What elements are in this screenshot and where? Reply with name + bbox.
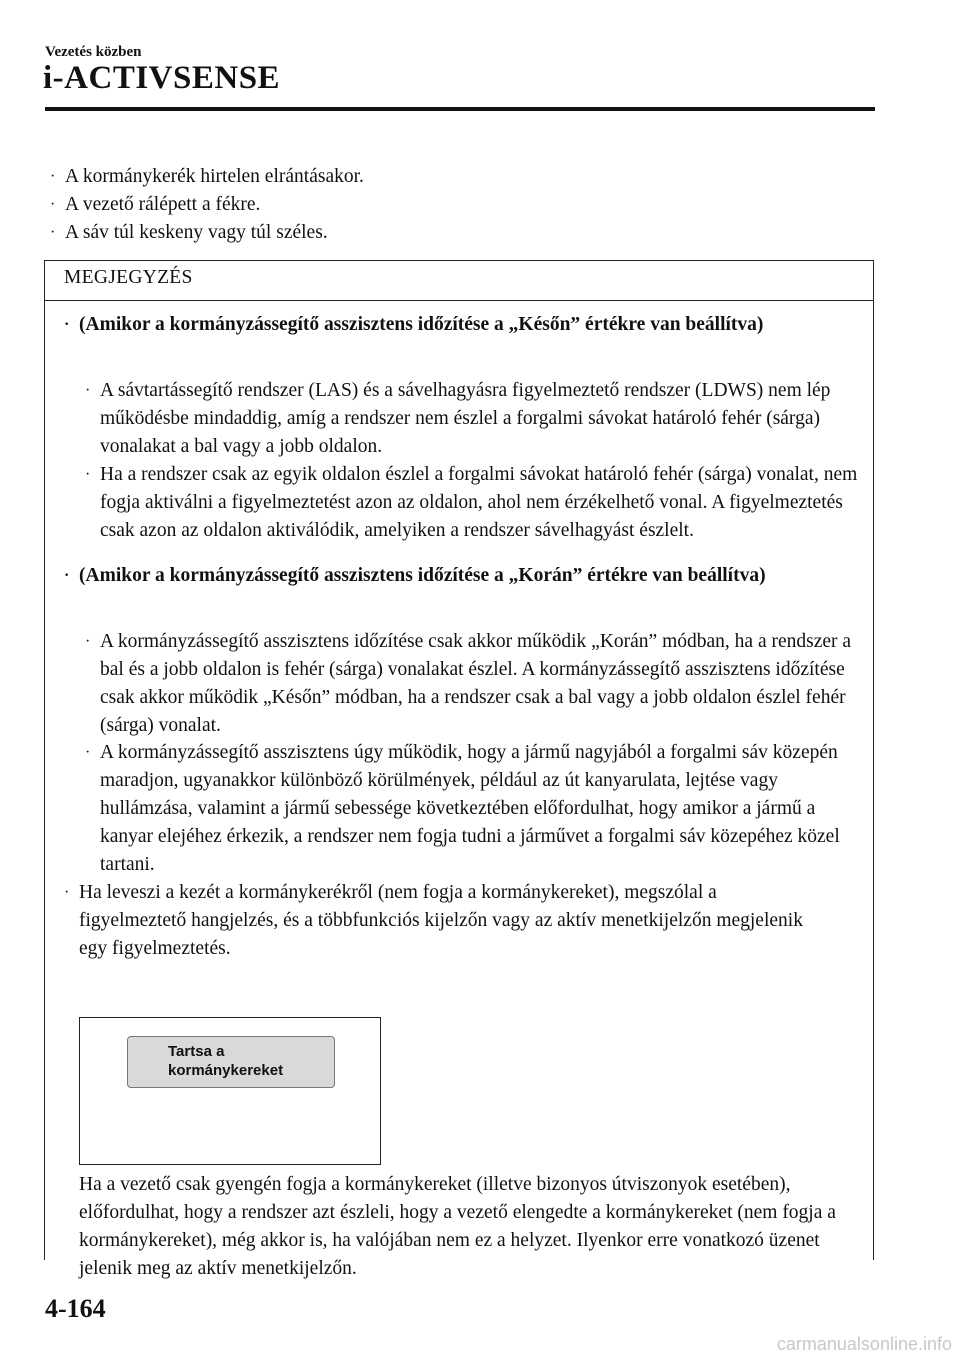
note-box <box>44 260 874 1279</box>
list-item: · A kormánykerék hirtelen elrántásakor. <box>50 163 850 191</box>
bullet-icon: · <box>50 168 56 185</box>
chapter-title: i-ACTIVSENSE <box>43 60 281 96</box>
page-number: 4-164 <box>45 1294 106 1323</box>
list-item: · Ha a rendszer csak az egyik oldalon észlel a forgalmi sávokat határoló fehér (sárga) vonalat, nem fogja aktiválni a figyelmeztetést azon az oldalon, ahol nem érzékelhető vonal. A figyelmeztetés csak azon az oldalon aktiválódik, amelyiken a rendszer sávelhagyást észlelt. <box>100 461 870 545</box>
section-label: Vezetés közben <box>45 44 142 60</box>
header-rule <box>45 107 875 111</box>
bullet-icon: · <box>85 633 91 650</box>
warning-message-line: Tartsa a <box>168 1043 225 1060</box>
bullet-icon: · <box>64 567 70 584</box>
list-item: · A vezető rálépett a fékre. <box>50 191 850 219</box>
list-item: · Ha leveszi a kezét a kormánykerékről (nem fogja a kormánykereket), megszólal a figyelmeztető hangjelzés, és a többfunkciós kijelzőn vagy az aktív menetkijelzőn megjelenik egy figyelmeztetés. <box>79 879 824 963</box>
bullet-icon: · <box>85 744 91 761</box>
warning-message-line: kormánykereket <box>168 1062 284 1079</box>
bullet-icon: · <box>64 884 70 901</box>
closing-paragraph: Ha a vezető csak gyengén fogja a kormánykereket (illetve bizonyos útviszonyok esetében), előfordulhat, hogy a rendszer azt észleli, hogy a vezető elengedte a kormánykereket (nem fogja a kormánykereket), még akkor is, ha valójában nem ez a helyzet. Ilyenkor erre vonatkozó üzenet jelenik meg az aktív menetkijelzőn. <box>79 1174 836 1279</box>
display-illustration <box>79 1017 381 1165</box>
list-item: · A kormányzássegítő asszisztens időzítése csak akkor működik „Korán” módban, ha a rendszer a bal és a jobb oldalon is fehér (sárga) vonalakat észlel. A kormányzássegítő asszisztens időzítése csak akkor működik „Későn” módban, ha a rendszer csak a bal vagy a jobb oldalon észlel fehér (sárga) vonalat. <box>100 628 870 740</box>
list-item: · A sávtartássegítő rendszer (LAS) és a sávelhagyásra figyelmeztető rendszer (LDWS) nem lép működésbe mindaddig, amíg a rendszer nem észlel a forgalmi sávokat határoló fehér (sárga) vonalakat a bal vagy a jobb oldalon. <box>100 377 870 461</box>
list-item: · A kormányzássegítő asszisztens úgy működik, hogy a jármű nagyjából a forgalmi sáv közepén maradjon, ugyanakkor különböző körülmények, például az út kanyarulata, lejtése vagy hullámzása, valamint a jármű sebessége következtében előfordulhat, hogy amikor a jármű a kanyar elejéhez érkezik, a rendszer nem fogja tudni a járművet a forgalmi sáv közepéhez közel tartani. <box>100 739 870 879</box>
bullet-icon: · <box>64 316 70 333</box>
bullet-icon: · <box>85 466 91 483</box>
watermark: carmanualsonline.info <box>776 1334 952 1354</box>
bullet-icon: · <box>50 224 56 241</box>
bullet-icon: · <box>50 196 56 213</box>
warning-message-panel <box>127 1036 335 1088</box>
note-title: MEGJEGYZÉS <box>45 261 873 301</box>
intro-list <box>50 163 850 247</box>
list-item: · A sáv túl keskeny vagy túl széles. <box>50 219 850 247</box>
late-heading: · (Amikor a kormányzássegítő asszisztens időzítése a „Későn” értékre van beállítva) <box>79 311 789 339</box>
early-heading: · (Amikor a kormányzássegítő asszisztens időzítése a „Korán” értékre van beállítva) <box>79 562 789 590</box>
bullet-icon: · <box>85 382 91 399</box>
